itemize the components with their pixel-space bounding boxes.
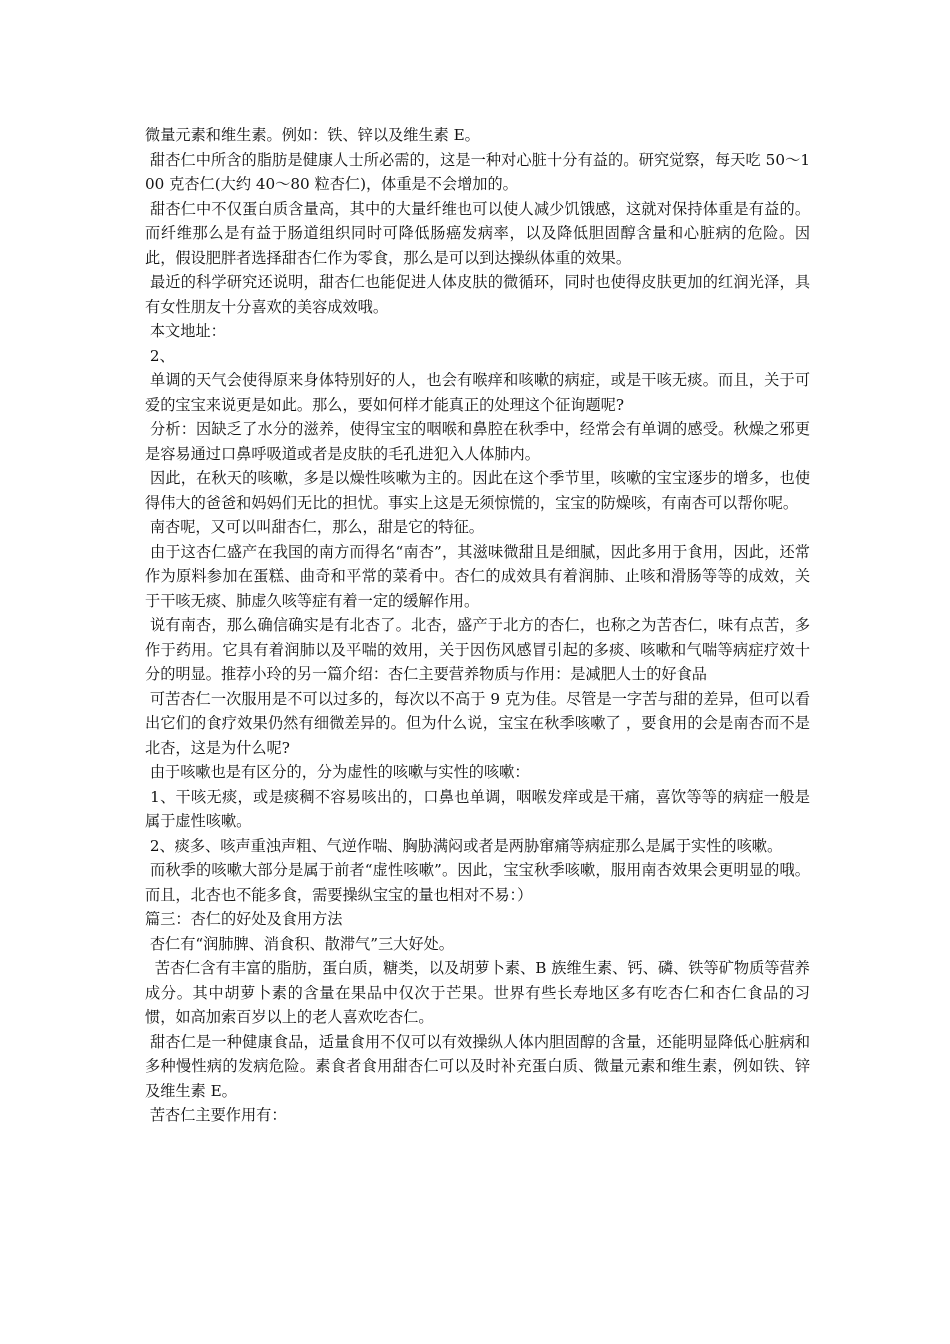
document-body — [145, 123, 810, 1128]
paragraph: 苦杏仁含有丰富的脂肪，蛋白质，糖类，以及胡萝卜素、B 族维生素、钙、磷、铁等矿物质等营养成分。其中胡萝卜素的含量在果品中仅次于芒果。世界有些长寿地区多有吃杏仁和杏仁食品的习惯，如高加索百岁以上的老人喜欢吃杏仁。 — [145, 959, 810, 1026]
paragraph: 说有南杏，那么确信确实是有北杏了。北杏，盛产于北方的杏仁，也称之为苦杏仁，味有点苦，多作于药用。它具有着润肺以及平喘的效用，关于因伤风感冒引起的多痰、咳嗽和气喘等病症疗效十分的明显。推荐小玲的另一篇介绍：杏仁主要营养物质与作用：是减肥人士的好食品 — [145, 616, 811, 683]
paragraph: 单调的天气会使得原来身体特别好的人，也会有喉痒和咳嗽的病症，或是干咳无痰。而且，关于可爱的宝宝来说更是如此。那么，要如何样才能真正的处理这个征询题呢? — [145, 371, 811, 414]
paragraph: 本文地址： — [145, 322, 226, 340]
paragraph: 由于咳嗽也是有区分的，分为虚性的咳嗽与实性的咳嗽： — [145, 763, 530, 781]
paragraph: 2、痰多、咳声重浊声粗、气逆作喘、胸胁满闷或者是两胁窜痛等病症那么是属于实性的咳嗽。 — [145, 836, 783, 855]
paragraph: 杏仁有“润肺脾、消食积、散滞气”三大好处。 — [145, 934, 454, 953]
paragraph: 因此，在秋天的咳嗽，多是以燥性咳嗽为主的。因此在这个季节里，咳嗽的宝宝逐步的增多，也使得伟大的爸爸和妈妈们无比的担忧。事实上这是无须惊慌的，宝宝的防燥咳，有南杏可以帮你呢。 — [145, 469, 811, 512]
paragraph: 1、干咳无痰，或是痰稠不容易咳出的，口鼻也单调，咽喉发痒或是干痛，喜饮等等的病症一般是属于虚性咳嗽。 — [145, 787, 810, 830]
paragraph: 分析：因缺乏了水分的滋养，使得宝宝的咽喉和鼻腔在秋季中，经常会有单调的感受。秋燥之邪更是容易通过口鼻呼吸道或者是皮肤的毛孔进犯入人体肺内。 — [145, 420, 811, 463]
paragraph: 甜杏仁中所含的脂肪是健康人士所必需的，这是一种对心脏十分有益的。研究觉察，每天吃 50～100 克杏仁(大约 40～80 粒杏仁)，体重是不会增加的。 — [145, 150, 810, 193]
paragraph: 微量元素和维生素。例如：铁、锌以及维生素 E。 — [145, 126, 480, 144]
paragraph: 由于这杏仁盛产在我国的南方而得名“南杏”，其滋味微甜且是细腻，因此多用于食用，因此，还常作为原料参加在蛋糕、曲奇和平常的菜肴中。杏仁的成效具有着润肺、止咳和滑肠等等的成效，关于干咳无痰、肺虚久咳等症有着一定的缓解作用。 — [145, 542, 810, 610]
paragraph: 苦杏仁主要作用有： — [145, 1106, 287, 1124]
section-heading: 篇三：杏仁的好处及食用方法 — [145, 910, 343, 928]
paragraph: 甜杏仁中不仅蛋白质含量高，其中的大量纤维也可以使人减少饥饿感，这就对保持体重是有益的。而纤维那么是有益于肠道组织同时可降低肠癌发病率，以及降低胆固醇含量和心脏病的危险。因此，假设肥胖者选择甜杏仁作为零食，那么是可以到达操纵体重的效果。 — [145, 199, 811, 267]
paragraph: 最近的科学研究还说明，甜杏仁也能促进人体皮肤的微循环，同时也使得皮肤更加的红润光泽，具有女性朋友十分喜欢的美容成效哦。 — [145, 273, 811, 316]
paragraph: 而秋季的咳嗽大部分是属于前者“虚性咳嗽”。因此，宝宝秋季咳嗽，服用南杏效果会更明显的哦。而且，北杏也不能多食，需要操纵宝宝的量也相对不易：） — [145, 861, 810, 904]
paragraph: 南杏呢，又可以叫甜杏仁，那么，甜是它的特征。 — [145, 518, 484, 536]
paragraph: 2、 — [145, 346, 175, 365]
paragraph: 可苦杏仁一次服用是不可以过多的，每次以不高于 9 克为佳。尽管是一字苦与甜的差异，但可以看出它们的食疗效果仍然有细微差异的。但为什么说，宝宝在秋季咳嗽了 ，要食用的会是南杏而不是北杏，这是为什么呢? — [145, 689, 811, 757]
paragraph: 甜杏仁是一种健康食品，适量食用不仅可以有效操纵人体内胆固醇的含量，还能明显降低心脏病和多种慢性病的发病危险。素食者食用甜杏仁可以及时补充蛋白质、微量元素和维生素，例如铁、锌及维生素 E。 — [145, 1032, 811, 1100]
